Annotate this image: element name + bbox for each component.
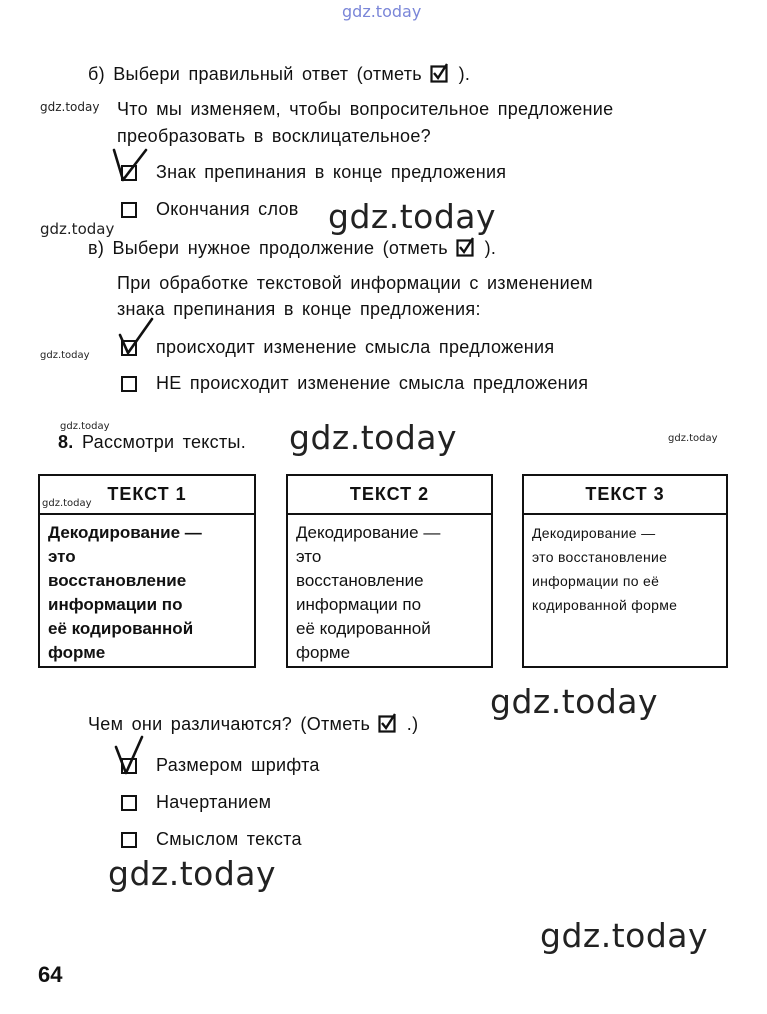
watermark-small: gdz.today: [40, 350, 90, 361]
8-option1-label: Размером шрифта: [156, 755, 320, 775]
text-line: Декодирование —: [532, 525, 656, 541]
watermark-small: gdz.today: [42, 498, 92, 509]
task8-question-text: Чем они различаются? (Отметь: [88, 714, 371, 734]
text-line: форме: [48, 643, 106, 662]
text-line: информации по её: [532, 573, 660, 589]
text-line: её кодированной: [48, 619, 194, 638]
b-option1-label: Знак препинания в конце предложения: [156, 162, 507, 182]
task8-heading: [58, 432, 246, 453]
text-line: форме: [296, 643, 351, 662]
text-line: информации по: [296, 595, 422, 614]
task8-question: Чем они различаются? (Отметь .): [88, 714, 419, 734]
text-box-3-header: ТЕКСТ 3: [524, 476, 726, 515]
check-glyph-icon: [430, 64, 458, 84]
section-v-instruction: в) Выбери нужное продолжение (отметь ).: [88, 238, 497, 258]
8-option2-label: Начертанием: [156, 792, 272, 812]
text-line: Декодирование —: [296, 523, 441, 542]
checkmark-icon: [110, 146, 150, 186]
task8-title: Рассмотри тексты.: [81, 432, 247, 452]
b-option2-label: Окончания слов: [156, 199, 299, 219]
section-b-instruction-text: Выбери правильный ответ (отметь: [113, 64, 422, 84]
watermark-top: gdz.today: [342, 2, 422, 21]
watermark-large: gdz.today: [328, 197, 497, 236]
watermark-small: gdz.today: [60, 421, 110, 432]
text-box-2-body: [288, 515, 491, 671]
text-box-1-body: [40, 515, 254, 671]
watermark-small: gdz.today: [40, 100, 100, 114]
text-box-2: [286, 474, 493, 668]
text-line: её кодированной: [296, 619, 431, 638]
watermark-large: gdz.today: [540, 916, 709, 955]
watermark-large: gdz.today: [108, 854, 277, 893]
text-line: это: [48, 547, 76, 566]
watermark-small: gdz.today: [40, 220, 115, 238]
text-box-3-body: [524, 515, 726, 623]
v-option1-label: происходит изменение смысла предложения: [156, 337, 555, 357]
text-line: это: [296, 547, 322, 566]
section-v-label: в): [88, 238, 105, 258]
text-line: Декодирование —: [48, 523, 202, 542]
text-line: восстановление: [296, 571, 424, 590]
section-v-instruction-text: Выбери нужное продолжение (отметь: [112, 238, 448, 258]
checkbox-8-option2[interactable]: [121, 795, 137, 811]
section-v-text-line1: При обработке текстовой информации с изменением: [117, 273, 593, 293]
check-glyph-icon: [378, 714, 406, 734]
checkmark-icon: [114, 315, 156, 357]
text-line: это восстановление: [532, 549, 668, 565]
text-line: кодированной форме: [532, 597, 678, 613]
section-b-label: б): [88, 64, 105, 84]
text-box-2-header: ТЕКСТ 2: [288, 476, 491, 515]
8-option3-label: Смыслом текста: [156, 829, 302, 849]
v-option2-label: НЕ происходит изменение смысла предложения: [156, 373, 589, 393]
section-b-question-line2: преобразовать в восклицательное?: [117, 126, 431, 146]
section-b-question-line1: Что мы изменяем, чтобы вопросительное предложение: [117, 99, 614, 119]
check-glyph-icon: [456, 238, 484, 258]
section-v-text-line2: знака препинания в конце предложения:: [117, 299, 481, 319]
watermark-small: gdz.today: [668, 433, 718, 444]
watermark-large: gdz.today: [289, 418, 458, 457]
watermark-large: gdz.today: [490, 682, 659, 721]
text-line: информации по: [48, 595, 183, 614]
task8-number: 8.: [58, 432, 74, 452]
checkbox-b-option2[interactable]: [121, 202, 137, 218]
checkmark-icon: [112, 733, 154, 777]
text-box-1-header: ТЕКСТ 1: [40, 476, 254, 515]
page-number: 64: [38, 962, 63, 987]
section-b-instruction: б) Выбери правильный ответ (отметь ).: [88, 64, 471, 84]
text-box-3: [522, 474, 728, 668]
checkbox-8-option3[interactable]: [121, 832, 137, 848]
text-line: восстановление: [48, 571, 187, 590]
checkbox-v-option2[interactable]: [121, 376, 137, 392]
